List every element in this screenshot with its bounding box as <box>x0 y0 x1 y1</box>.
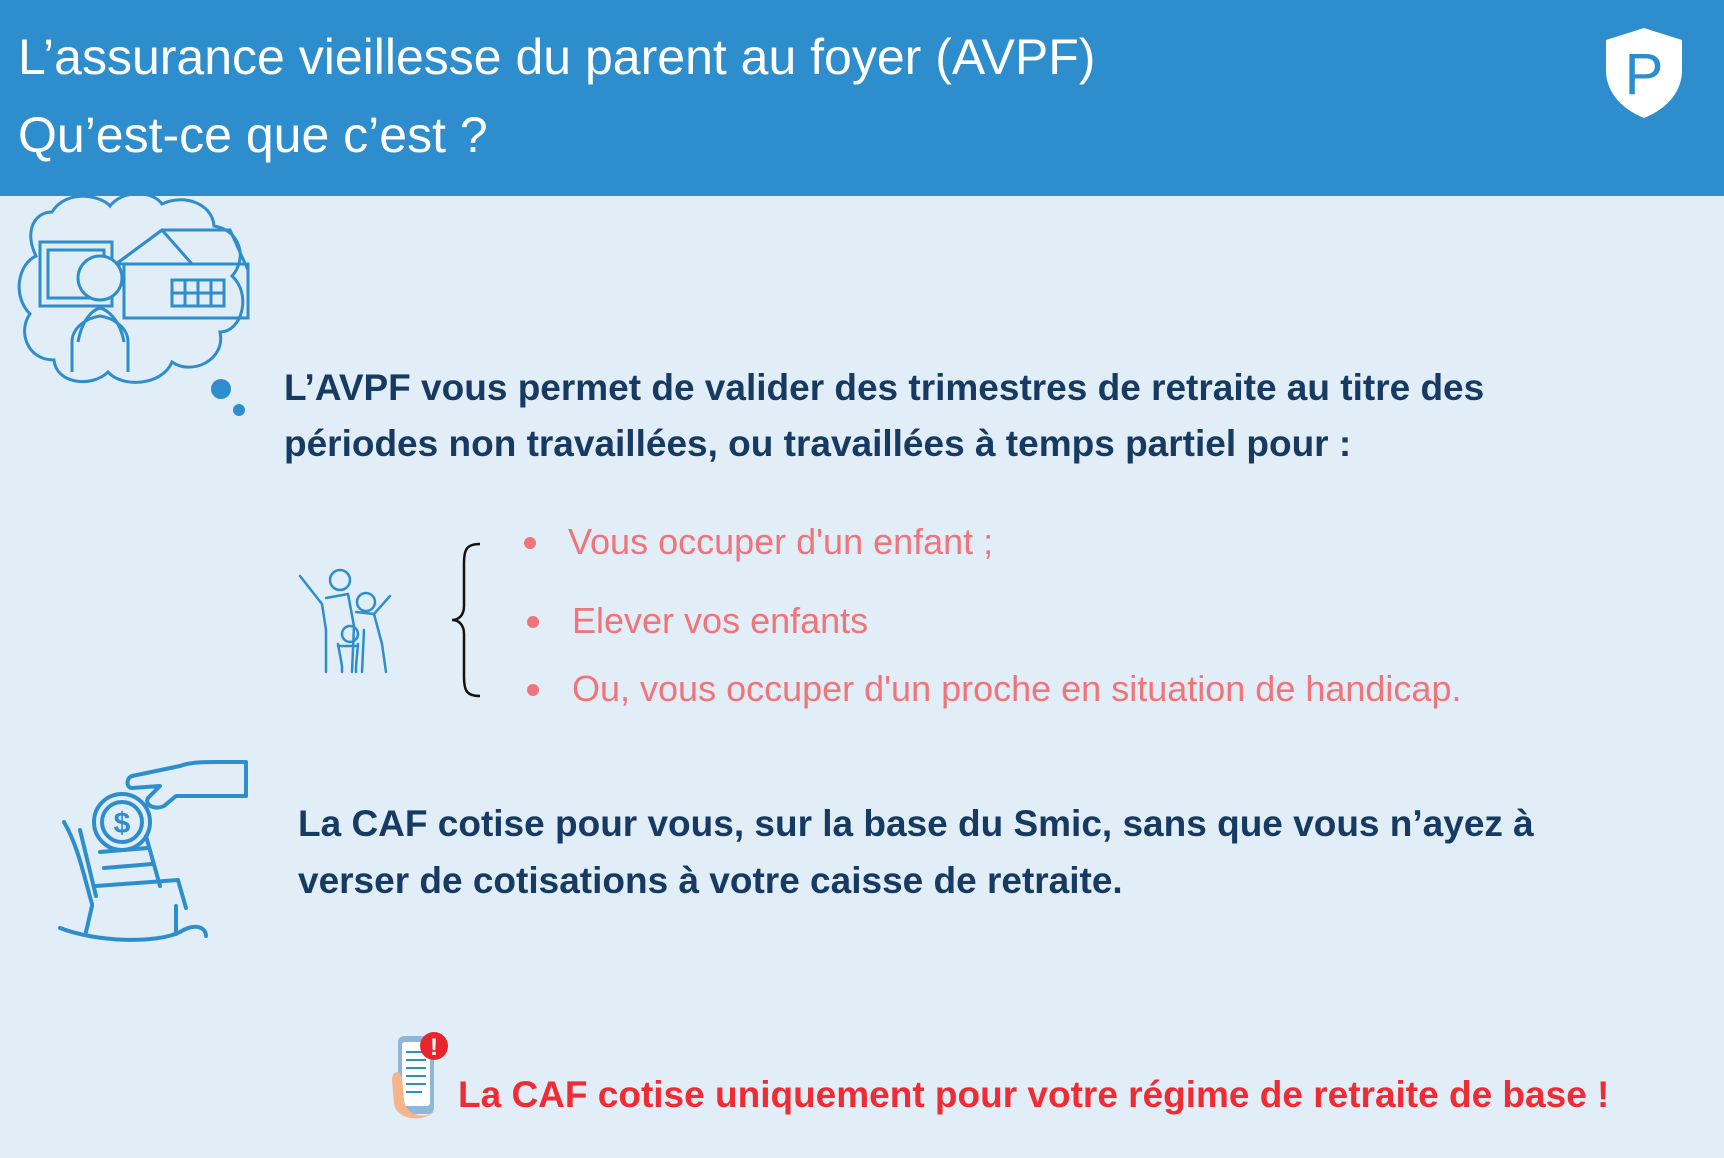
brace-icon <box>448 540 484 700</box>
bullet-dot-icon <box>527 684 539 696</box>
phone-alert-icon <box>390 1030 452 1122</box>
bullet-dot-icon <box>524 537 536 549</box>
retirement-thought-icon <box>12 192 262 422</box>
coin-dollar-label: $ <box>113 807 131 840</box>
intro-line-2: périodes non travaillées, ou travaillées à temps partiel pour : <box>284 423 1352 464</box>
intro-text <box>284 360 1664 472</box>
logo-letter: P <box>1624 42 1664 107</box>
list-item: Elever vos enfants <box>572 600 869 641</box>
header-banner <box>0 0 1724 196</box>
family-icon <box>292 566 404 676</box>
page-title: L’assurance vieillesse du parent au foyer (AVPF) <box>18 29 1096 85</box>
intro-line-1: L’AVPF vous permet de valider des trimestres de retraite au titre des <box>284 367 1485 408</box>
shield-logo-icon <box>1602 26 1686 120</box>
pension-chair-icon <box>56 756 252 946</box>
bullet-dot-icon <box>527 616 539 628</box>
list-item: Vous occuper d'un enfant ; <box>568 521 994 562</box>
caf-text <box>298 795 1678 909</box>
list-item: Ou, vous occuper d'un proche en situation de handicap. <box>572 668 1462 709</box>
caf-line-1: La CAF cotise pour vous, sur la base du Smic, sans que vous n’ayez à <box>298 803 1534 844</box>
alert-mark: ! <box>430 1034 438 1061</box>
page-subtitle: Qu’est-ce que c’est ? <box>18 107 488 163</box>
warning-text: La CAF cotise uniquement pour votre régime de retraite de base ! <box>458 1074 1610 1115</box>
caf-line-2: verser de cotisations à votre caisse de retraite. <box>298 860 1123 901</box>
